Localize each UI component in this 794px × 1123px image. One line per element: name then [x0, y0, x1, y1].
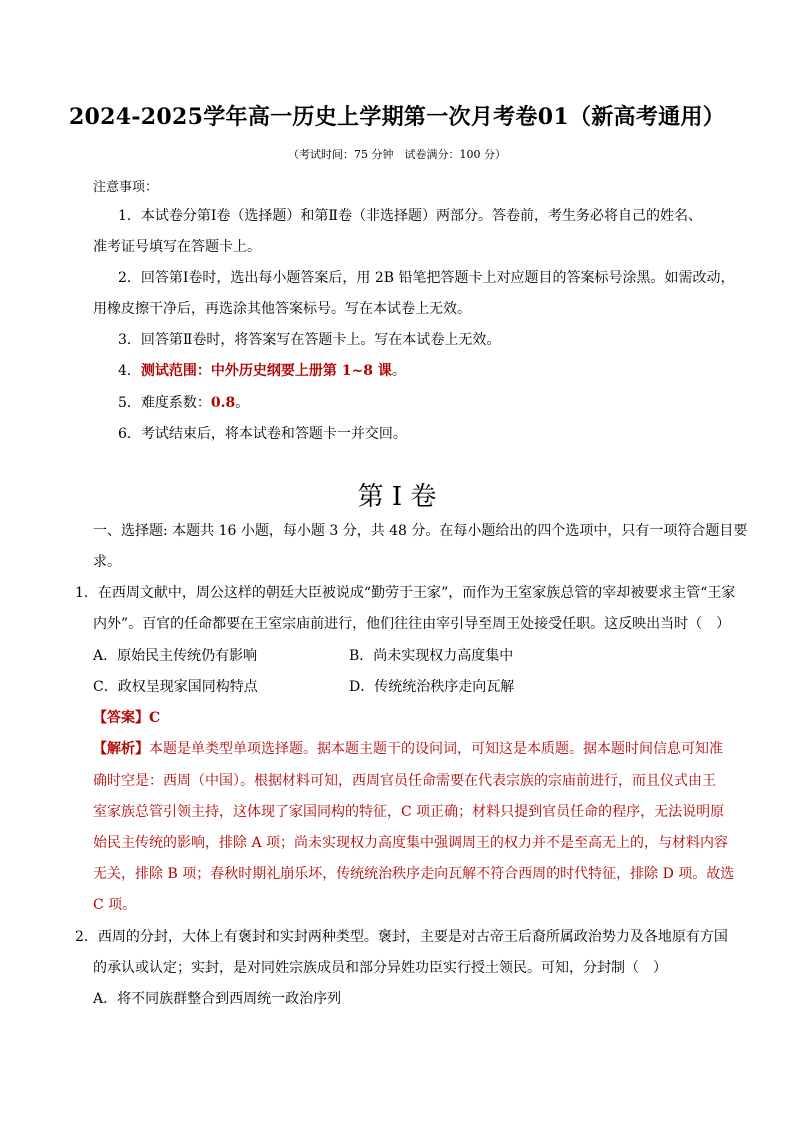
notice-item-2-line-1: 2．回答第Ⅰ卷时，选出每小题答案后，用 2B 铅笔把答题卡上对应题目的答案标号涂黑。如需改动， [118, 270, 735, 286]
answer-value: C [149, 710, 161, 726]
volume-title: 第 Ⅰ 卷 [357, 482, 437, 512]
question-1-option-a[interactable]: A．原始民主传统仍有影响 [93, 648, 258, 664]
question-1-analysis-line-6: C 项。 [93, 897, 137, 913]
notice-item-4 [118, 362, 406, 380]
exam-title: 2024-2025学年高一历史上学期第一次月考卷01（新高考通用） [68, 104, 726, 130]
analysis-label: 【解析】 [93, 741, 149, 757]
notice-item-1-line-1: 1．本试卷分第Ⅰ卷（选择题）和第Ⅱ卷（非选择题）两部分。答卷前，考生务必将自己的姓名、 [118, 208, 702, 224]
notice-item-4-suffix: 。 [391, 363, 406, 379]
question-1-analysis-line-3: 室家族总管引领主持，这体现了家国同构的特征，C 项正确；材料只提到官员任命的程序，无法说明原 [93, 804, 725, 820]
question-1-stem-line-2: 内外”。百官的任命都要在王室宗庙前进行，他们往往由宰引导至周王处接受任职。这反映出当时（ ） [93, 616, 731, 632]
notice-item-4-prefix: 4． [118, 363, 141, 379]
analysis-text: 本题是单类型单项选择题。据本题主题干的设问词，可知这是本质题。据本题时间信息可知准 [149, 741, 723, 757]
notice-item-5-suffix: 。 [235, 395, 250, 411]
difficulty-value: 0.8 [210, 395, 236, 411]
section-heading-line-2: 求。 [93, 554, 121, 570]
question-2-stem-line-1: 2．西周的分封，大体上有褒封和实封两种类型。褒封，主要是对古帝王后裔所属政治势力及各地原有方国 [75, 929, 728, 945]
notice-item-5 [118, 394, 249, 412]
question-1-answer [93, 709, 160, 727]
question-2-stem-line-2: 的承认或认定；实封，是对同姓宗族成员和部分异姓功臣实行授土领民。可知，分封制（ ） [93, 960, 667, 976]
test-scope-value: 中外历史纲要上册第 1~8 课 [210, 363, 392, 379]
question-1-option-d[interactable]: D．传统统治秩序走向瓦解 [349, 679, 515, 695]
difficulty-label: 难度系数： [140, 395, 211, 411]
notice-item-3: 3．回答第Ⅱ卷时，将答案写在答题卡上。写在本试卷上无效。 [118, 332, 501, 348]
notice-item-6: 6．考试结束后，将本试卷和答题卡一并交回。 [118, 426, 407, 442]
notice-item-1-line-2: 准考证号填写在答题卡上。 [93, 239, 261, 255]
question-1-analysis-line-1 [93, 740, 723, 758]
question-1-option-c[interactable]: C．政权呈现家国同构特点 [93, 679, 258, 695]
notice-heading: 注意事项： [93, 180, 159, 195]
question-1-stem-line-1: 1．在西周文献中，周公这样的朝廷大臣被说成“勤劳于王家”，而作为王室家族总管的宰却被要求主管“王家 [75, 585, 736, 601]
question-1-option-b[interactable]: B．尚未实现权力高度集中 [349, 648, 514, 664]
notice-item-2-line-2: 用橡皮擦干净后，再选涂其他答案标号。写在本试卷上无效。 [93, 301, 471, 317]
question-1-analysis-line-4: 始民主传统的影响，排除 A 项；尚未实现权力高度集中强调周王的权力并不是至高无上的，与材料内容 [93, 835, 729, 851]
answer-label: 【答案】 [93, 710, 149, 726]
question-1-analysis-line-2: 确时空是：西周（中国）。根据材料可知，西周官员任命需要在代表宗族的宗庙前进行，而且仪式由王 [93, 773, 716, 789]
exam-subtitle: （考试时间：75 分钟 试卷满分：100 分） [288, 148, 506, 161]
question-2-option-a[interactable]: A．将不同族群整合到西周统一政治序列 [93, 991, 342, 1007]
section-heading-line-1: 一、选择题: 本题共 16 小题，每小题 3 分，共 48 分。在每小题给出的四个选项中，只有一项符合题目要 [93, 523, 748, 539]
question-1-analysis-line-5: 无关，排除 B 项；春秋时期礼崩乐坏，传统统治秩序走向瓦解不符合西周的时代特征，排除 D 项。故选 [93, 866, 735, 882]
test-scope-label: 测试范围： [140, 363, 211, 379]
notice-item-5-prefix: 5． [118, 395, 141, 411]
